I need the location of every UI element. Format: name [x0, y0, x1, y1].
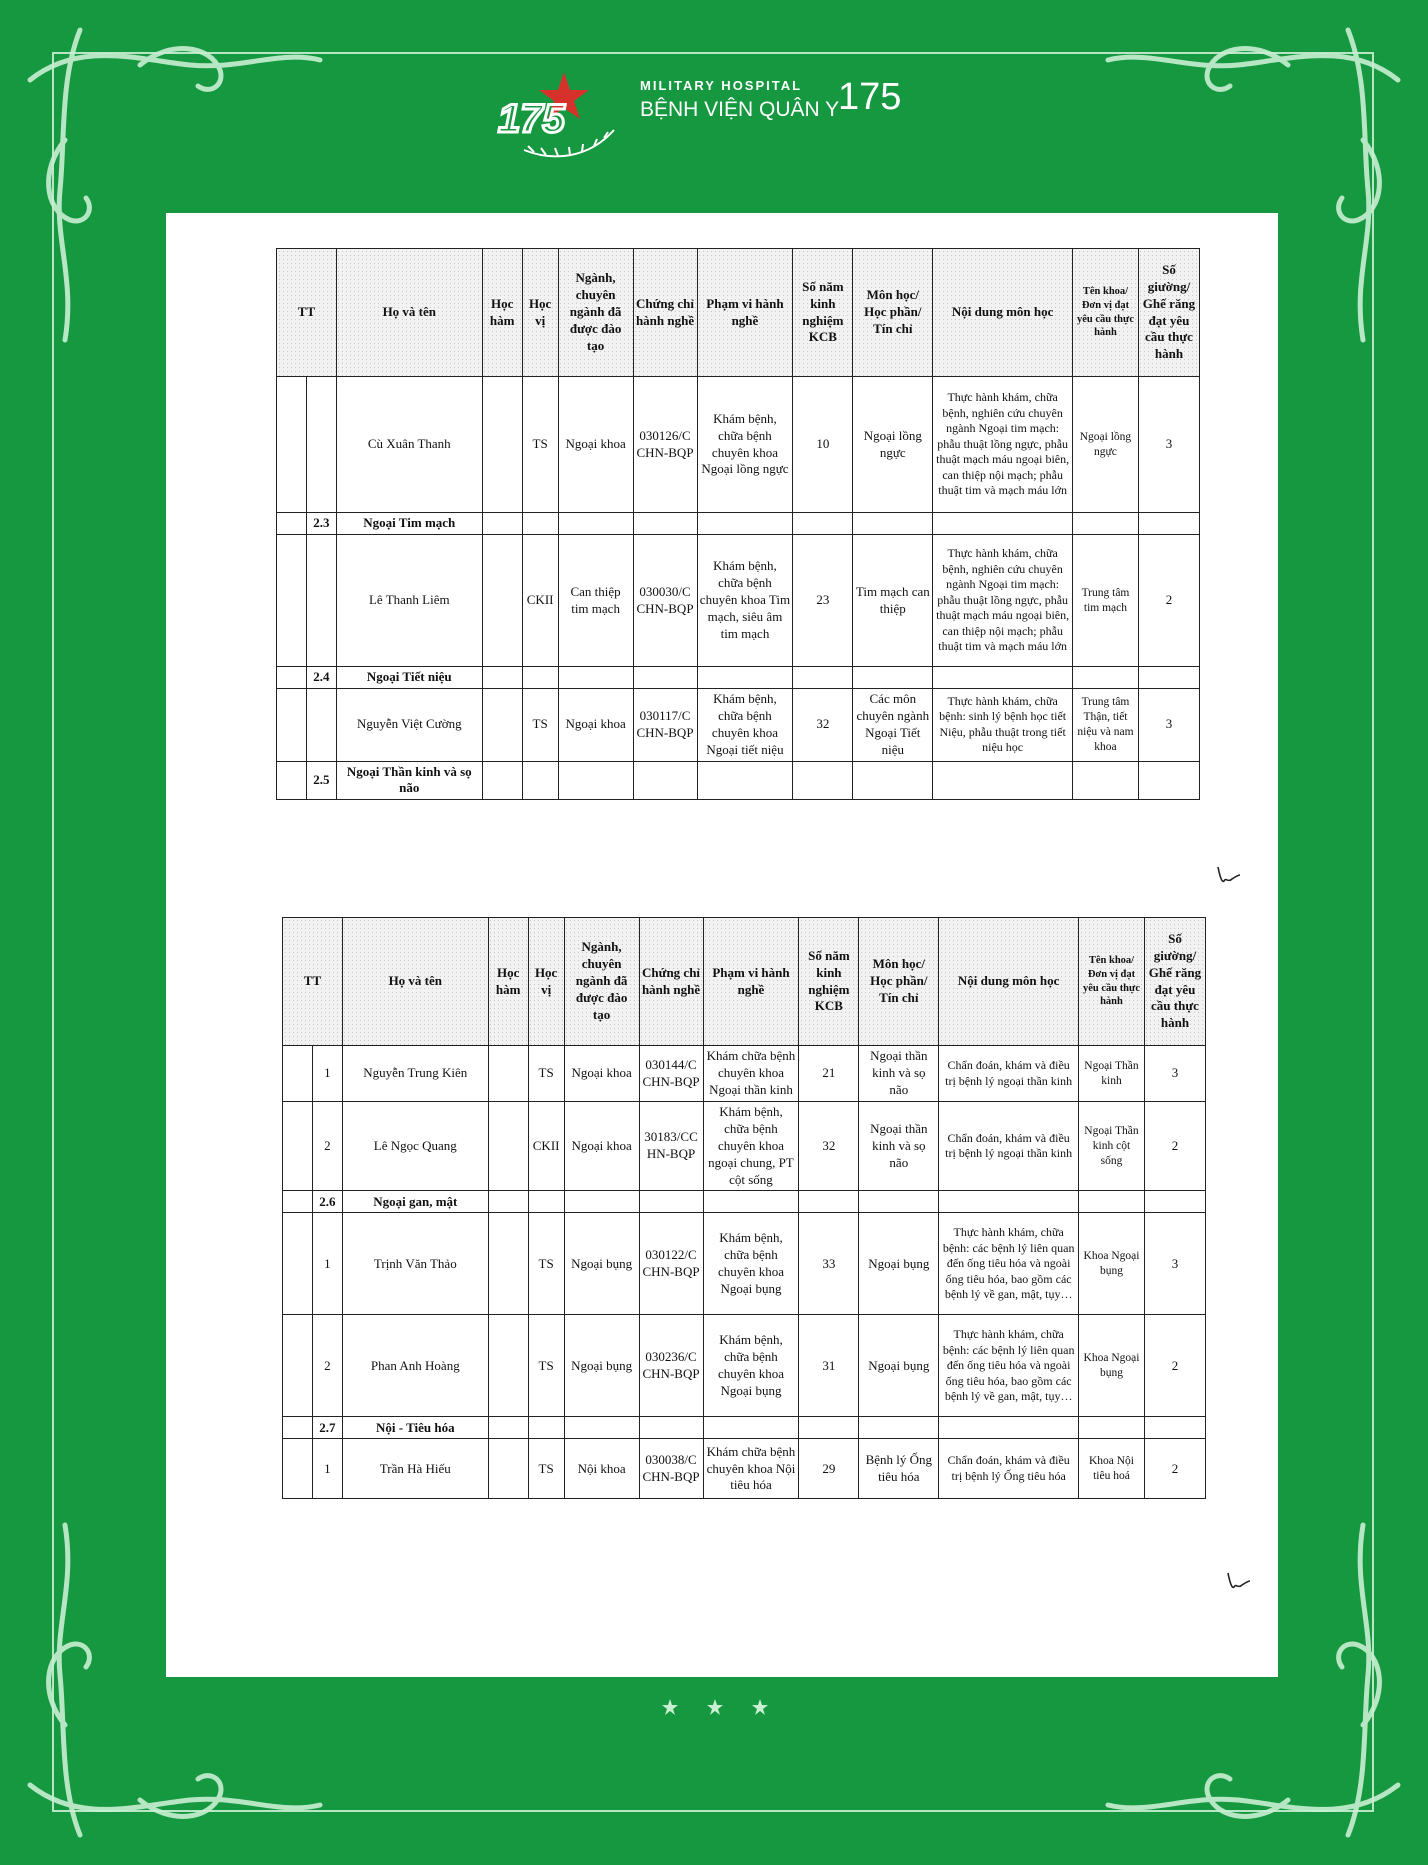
hoc-vi-cell: TS: [528, 1046, 564, 1102]
hoc-ham-cell: [488, 1315, 528, 1417]
years-cell: 32: [793, 689, 853, 762]
empty-cell: [633, 761, 697, 800]
header-hoc-ham: Học hàm: [482, 249, 522, 377]
empty-cell: [522, 667, 558, 689]
empty-cell: [1073, 667, 1139, 689]
empty-cell: [482, 513, 522, 535]
empty-cell: [564, 1191, 639, 1213]
hoc-vi-cell: TS: [528, 1439, 564, 1499]
empty-cell: [558, 513, 633, 535]
section-spacer: [277, 761, 307, 800]
course-cell: Ngoại thần kinh và sọ não: [859, 1102, 939, 1191]
staff-name: Nguyễn Việt Cường: [336, 689, 482, 762]
header-nganh: Ngành, chuyên ngành đã được đào tạo: [564, 918, 639, 1046]
row-spacer: [283, 1102, 313, 1191]
department-cell: Ngoại Thần kinh cột sống: [1079, 1102, 1145, 1191]
section-title: Ngoại Thần kinh và sọ não: [336, 761, 482, 800]
department-cell: Khoa Ngoại bụng: [1079, 1213, 1145, 1315]
section-spacer: [283, 1417, 313, 1439]
empty-cell: [697, 513, 793, 535]
empty-cell: [697, 667, 793, 689]
table1-body: [277, 377, 1200, 800]
hoc-ham-cell: [488, 1102, 528, 1191]
empty-cell: [1138, 513, 1199, 535]
staff-name: Cù Xuân Thanh: [336, 377, 482, 513]
certificate-cell: 30183/CC HN-BQP: [639, 1102, 703, 1191]
content-cell: Thực hành khám, chữa bệnh: các bệnh lý liên quan đến ống tiêu hóa và ngoài ống tiêu hóa, bao gồm các bệnh lý về gan, mật, tụy…: [939, 1213, 1079, 1315]
header-ten-khoa: Tên khoa/ Đơn vị đạt yêu cầu thực hành: [1073, 249, 1139, 377]
section-title: Nội - Tiêu hóa: [342, 1417, 488, 1439]
empty-cell: [488, 1417, 528, 1439]
empty-cell: [488, 1191, 528, 1213]
hoc-vi-cell: CKII: [528, 1102, 564, 1191]
empty-cell: [528, 1191, 564, 1213]
section-row: [277, 667, 1200, 689]
certificate-cell: 030126/C CHN-BQP: [633, 377, 697, 513]
empty-cell: [482, 761, 522, 800]
empty-cell: [697, 761, 793, 800]
course-cell: Các môn chuyên ngành Ngoại Tiết niệu: [853, 689, 933, 762]
nganh-cell: Ngoại khoa: [564, 1046, 639, 1102]
empty-cell: [793, 761, 853, 800]
scope-cell: Khám chữa bệnh chuyên khoa Nội tiêu hóa: [703, 1439, 799, 1499]
row-spacer: [283, 1315, 313, 1417]
department-cell: Ngoại lồng ngực: [1073, 377, 1139, 513]
section-number: 2.5: [306, 761, 336, 800]
course-cell: Bệnh lý Ống tiêu hóa: [859, 1439, 939, 1499]
section-number: 2.6: [312, 1191, 342, 1213]
scope-cell: Khám bệnh, chữa bệnh chuyên khoa Ngoại bụng: [703, 1315, 799, 1417]
scope-cell: Khám bệnh, chữa bệnh chuyên khoa Tim mạch, siêu âm tim mạch: [697, 535, 793, 667]
row-spacer: [277, 689, 307, 762]
table2-body: [283, 1046, 1206, 1499]
table-row: [283, 1046, 1206, 1102]
header-chung-chi: Chứng chỉ hành nghề: [639, 918, 703, 1046]
hospital-header: [0, 60, 1428, 160]
empty-cell: [703, 1417, 799, 1439]
row-spacer: [277, 377, 307, 513]
brand-name: BỆNH VIỆN QUÂN Y: [640, 98, 840, 121]
header-ten-khoa: Tên khoa/ Đơn vị đạt yêu cầu thực hành: [1079, 918, 1145, 1046]
content-cell: Thực hành khám, chữa bệnh, nghiên cứu chuyên ngành Ngoại tim mạch: phẫu thuật lồng ngực, phẫu thuật mạch máu ngoại biên, can thiệp nội mạch; phẫu thuật tim và mạch máu lớn: [933, 535, 1073, 667]
course-cell: Ngoại bụng: [859, 1315, 939, 1417]
row-spacer: [283, 1046, 313, 1102]
header-mon-hoc: Môn học/ Học phần/ Tín chỉ: [853, 249, 933, 377]
header-so-giuong: Số giường/ Ghế răng đạt yêu cầu thực hành: [1138, 249, 1199, 377]
signature-mark-2: [1224, 1569, 1252, 1598]
section-row: [277, 513, 1200, 535]
empty-cell: [793, 667, 853, 689]
content-cell: Thực hành khám, chữa bệnh: các bệnh lý liên quan đến ống tiêu hóa và ngoài ống tiêu hóa, bao gồm các bệnh lý về gan, mật, tụy…: [939, 1315, 1079, 1417]
empty-cell: [482, 667, 522, 689]
empty-cell: [939, 1191, 1079, 1213]
row-index: 2: [312, 1102, 342, 1191]
document-page: [166, 213, 1278, 1677]
empty-cell: [933, 667, 1073, 689]
table-row: [277, 377, 1200, 513]
section-row: [283, 1417, 1206, 1439]
department-cell: Trung tâm tim mạch: [1073, 535, 1139, 667]
empty-cell: [853, 667, 933, 689]
row-index: 1: [312, 1439, 342, 1499]
years-cell: 10: [793, 377, 853, 513]
empty-cell: [558, 761, 633, 800]
section-spacer: [277, 513, 307, 535]
empty-cell: [799, 1191, 859, 1213]
empty-cell: [564, 1417, 639, 1439]
staff-name: Lê Ngọc Quang: [342, 1102, 488, 1191]
years-cell: 23: [793, 535, 853, 667]
hospital-logo-icon: [494, 70, 624, 160]
staff-name: Phan Anh Hoàng: [342, 1315, 488, 1417]
beds-cell: 3: [1138, 377, 1199, 513]
staff-name: Trịnh Văn Thảo: [342, 1213, 488, 1315]
empty-cell: [1144, 1191, 1205, 1213]
hoc-ham-cell: [482, 535, 522, 667]
table-row: [277, 689, 1200, 762]
row-spacer: [283, 1213, 313, 1315]
empty-cell: [1073, 761, 1139, 800]
content-cell: Thực hành khám, chữa bệnh, nghiên cứu chuyên ngành Ngoại tim mạch: phẫu thuật lồng ngực, phẫu thuật mạch máu ngoại biên, can thiệp nội mạch; phẫu thuật tim và mạch máu lớn: [933, 377, 1073, 513]
header-chung-chi: Chứng chỉ hành nghề: [633, 249, 697, 377]
scope-cell: Khám bệnh, chữa bệnh chuyên khoa Ngoại tiết niệu: [697, 689, 793, 762]
empty-cell: [799, 1417, 859, 1439]
nganh-cell: Ngoại bụng: [564, 1315, 639, 1417]
certificate-cell: 030117/C CHN-BQP: [633, 689, 697, 762]
nganh-cell: Ngoại bụng: [564, 1213, 639, 1315]
empty-cell: [528, 1417, 564, 1439]
empty-cell: [1144, 1417, 1205, 1439]
header-name: Họ và tên: [342, 918, 488, 1046]
scope-cell: Khám bệnh, chữa bệnh chuyên khoa ngoại chung, PT cột sống: [703, 1102, 799, 1191]
section-spacer: [277, 667, 307, 689]
empty-cell: [703, 1191, 799, 1213]
scope-cell: Khám bệnh, chữa bệnh chuyên khoa Ngoại lồng ngực: [697, 377, 793, 513]
department-cell: Trung tâm Thận, tiết niệu và nam khoa: [1073, 689, 1139, 762]
header-so-nam: Số năm kinh nghiệm KCB: [793, 249, 853, 377]
header-nganh: Ngành, chuyên ngành đã được đào tạo: [558, 249, 633, 377]
empty-cell: [859, 1191, 939, 1213]
empty-cell: [793, 513, 853, 535]
header-pham-vi: Phạm vi hành nghề: [703, 918, 799, 1046]
hoc-vi-cell: TS: [522, 377, 558, 513]
row-index: [306, 377, 336, 513]
empty-cell: [859, 1417, 939, 1439]
scope-cell: Khám bệnh, chữa bệnh chuyên khoa Ngoại bụng: [703, 1213, 799, 1315]
empty-cell: [933, 761, 1073, 800]
table-row: [283, 1315, 1206, 1417]
row-index: [306, 689, 336, 762]
nganh-cell: Nội khoa: [564, 1439, 639, 1499]
table-row: [283, 1439, 1206, 1499]
certificate-cell: 030038/C CHN-BQP: [639, 1439, 703, 1499]
table-row: [277, 535, 1200, 667]
table-header-row: [283, 918, 1206, 1046]
brand-number: 175: [838, 76, 902, 118]
hoc-vi-cell: TS: [528, 1213, 564, 1315]
section-title: Ngoại Tiết niệu: [336, 667, 482, 689]
empty-cell: [639, 1191, 703, 1213]
years-cell: 33: [799, 1213, 859, 1315]
empty-cell: [558, 667, 633, 689]
row-spacer: [277, 535, 307, 667]
row-spacer: [283, 1439, 313, 1499]
certificate-cell: 030122/C CHN-BQP: [639, 1213, 703, 1315]
hoc-ham-cell: [482, 689, 522, 762]
beds-cell: 3: [1144, 1046, 1205, 1102]
row-index: 2: [312, 1315, 342, 1417]
empty-cell: [1138, 761, 1199, 800]
staff-name: Trần Hà Hiếu: [342, 1439, 488, 1499]
hoc-ham-cell: [488, 1213, 528, 1315]
beds-cell: 2: [1144, 1439, 1205, 1499]
beds-cell: 2: [1138, 535, 1199, 667]
section-number: 2.3: [306, 513, 336, 535]
empty-cell: [1079, 1417, 1145, 1439]
department-cell: Khoa Nội tiêu hoá: [1079, 1439, 1145, 1499]
empty-cell: [1138, 667, 1199, 689]
header-hoc-ham: Học hàm: [488, 918, 528, 1046]
content-cell: Thực hành khám, chữa bệnh: sinh lý bệnh học tiết Niệu, phẫu thuật trong tiết niệu học: [933, 689, 1073, 762]
years-cell: 29: [799, 1439, 859, 1499]
header-so-giuong: Số giường/ Ghế răng đạt yêu cầu thực hành: [1144, 918, 1205, 1046]
table-row: [283, 1213, 1206, 1315]
section-spacer: [283, 1191, 313, 1213]
course-cell: Ngoại thần kinh và sọ não: [859, 1046, 939, 1102]
header-noi-dung: Nội dung môn học: [933, 249, 1073, 377]
header-tt: TT: [277, 249, 337, 377]
hoc-vi-cell: TS: [528, 1315, 564, 1417]
header-hoc-vi: Học vị: [522, 249, 558, 377]
empty-cell: [939, 1417, 1079, 1439]
staff-table-page2: [282, 917, 1206, 1499]
empty-cell: [633, 513, 697, 535]
hoc-ham-cell: [482, 377, 522, 513]
empty-cell: [853, 761, 933, 800]
empty-cell: [1079, 1191, 1145, 1213]
years-cell: 31: [799, 1315, 859, 1417]
nganh-cell: Ngoại khoa: [558, 377, 633, 513]
hoc-vi-cell: CKII: [522, 535, 558, 667]
section-row: [283, 1191, 1206, 1213]
row-index: 1: [312, 1213, 342, 1315]
beds-cell: 2: [1144, 1315, 1205, 1417]
hoc-vi-cell: TS: [522, 689, 558, 762]
beds-cell: 3: [1144, 1213, 1205, 1315]
section-row: [277, 761, 1200, 800]
years-cell: 21: [799, 1046, 859, 1102]
content-cell: Chẩn đoán, khám và điều trị bệnh lý ngoại thần kinh: [939, 1046, 1079, 1102]
hoc-ham-cell: [488, 1046, 528, 1102]
empty-cell: [522, 513, 558, 535]
decorative-stars-icon: [660, 1697, 770, 1717]
table-row: [283, 1102, 1206, 1191]
content-cell: Chẩn đoán, khám và điều trị bệnh lý Ống tiêu hóa: [939, 1439, 1079, 1499]
certificate-cell: 030236/C CHN-BQP: [639, 1315, 703, 1417]
content-cell: Chẩn đoán, khám và điều trị bệnh lý ngoại thần kinh: [939, 1102, 1079, 1191]
signature-mark-1: [1214, 863, 1242, 892]
header-tt: TT: [283, 918, 343, 1046]
empty-cell: [633, 667, 697, 689]
certificate-cell: 030030/C CHN-BQP: [633, 535, 697, 667]
table-header-row: [277, 249, 1200, 377]
course-cell: Tim mạch can thiệp: [853, 535, 933, 667]
svg-text:175: 175: [498, 97, 565, 141]
course-cell: Ngoại lồng ngực: [853, 377, 933, 513]
empty-cell: [639, 1417, 703, 1439]
staff-table-page1: [276, 248, 1200, 800]
row-index: 1: [312, 1046, 342, 1102]
row-index: [306, 535, 336, 667]
staff-name: Nguyễn Trung Kiên: [342, 1046, 488, 1102]
header-hoc-vi: Học vị: [528, 918, 564, 1046]
certificate-cell: 030144/C CHN-BQP: [639, 1046, 703, 1102]
section-title: Ngoại gan, mật: [342, 1191, 488, 1213]
nganh-cell: Ngoại khoa: [564, 1102, 639, 1191]
empty-cell: [933, 513, 1073, 535]
brand-tagline: MILITARY HOSPITAL: [640, 78, 803, 93]
header-name: Họ và tên: [336, 249, 482, 377]
header-pham-vi: Phạm vi hành nghề: [697, 249, 793, 377]
years-cell: 32: [799, 1102, 859, 1191]
section-number: 2.7: [312, 1417, 342, 1439]
department-cell: Khoa Ngoại bụng: [1079, 1315, 1145, 1417]
empty-cell: [853, 513, 933, 535]
beds-cell: 3: [1138, 689, 1199, 762]
section-title: Ngoại Tim mạch: [336, 513, 482, 535]
section-number: 2.4: [306, 667, 336, 689]
scope-cell: Khám chữa bệnh chuyên khoa Ngoại thần kinh: [703, 1046, 799, 1102]
header-so-nam: Số năm kinh nghiệm KCB: [799, 918, 859, 1046]
header-mon-hoc: Môn học/ Học phần/ Tín chỉ: [859, 918, 939, 1046]
empty-cell: [522, 761, 558, 800]
nganh-cell: Can thiệp tim mạch: [558, 535, 633, 667]
beds-cell: 2: [1144, 1102, 1205, 1191]
hoc-ham-cell: [488, 1439, 528, 1499]
header-noi-dung: Nội dung môn học: [939, 918, 1079, 1046]
staff-name: Lê Thanh Liêm: [336, 535, 482, 667]
department-cell: Ngoại Thần kinh: [1079, 1046, 1145, 1102]
course-cell: Ngoại bụng: [859, 1213, 939, 1315]
nganh-cell: Ngoại khoa: [558, 689, 633, 762]
empty-cell: [1073, 513, 1139, 535]
